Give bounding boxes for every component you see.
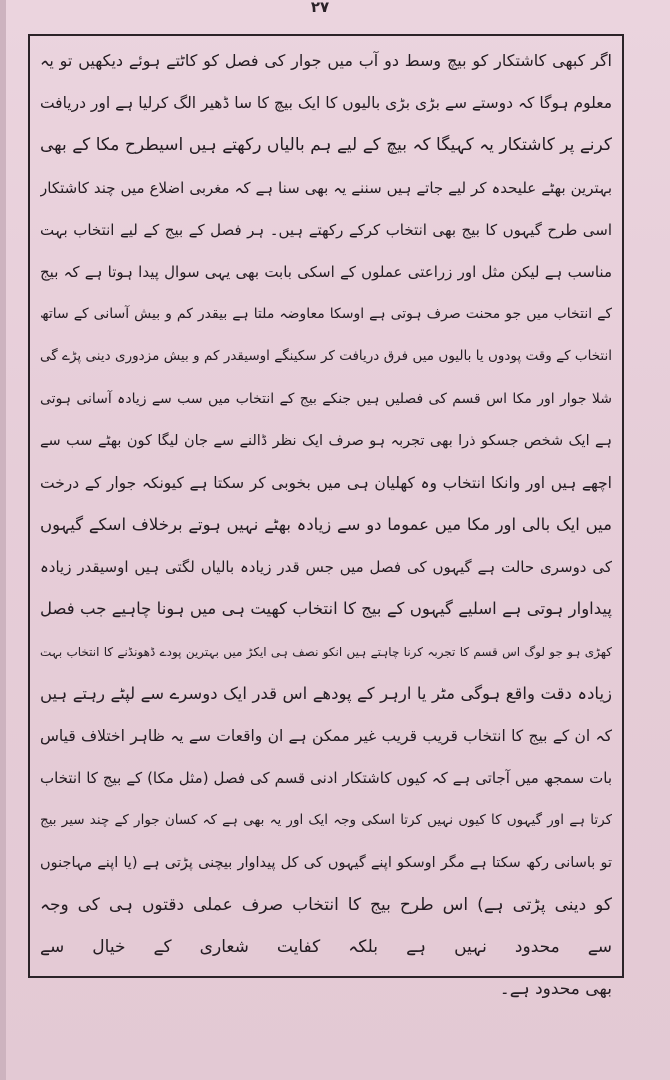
text-line: کرنے پر کاشتکار یہ کہیگا کہ بیچ کے لیے ہم بالیاں رکھتے ہیں اسیطرح مکا کے بھی bbox=[40, 135, 612, 156]
text-line: کو دینی پڑتی ہے) اس طرح بیج کا انتخاب صرف عملی دقتوں ہی کی وجہ bbox=[40, 894, 612, 915]
text-line: زیادہ دقت واقع ہوگی مٹر یا ارہر کے پودھے اس قدر ایک دوسرے سے لپٹے رہتے ہیں bbox=[40, 683, 612, 703]
text-line: کھڑی ہو جو لوگ اس قسم کا تجربہ کرنا چاہتے ہیں انکو نصف ہی ایکڑ میں بہترین پودے ڈھونڈنے کا انتخاب بہت bbox=[40, 644, 612, 659]
text-line: کی دوسری حالت ہے گیہوں کی فصل میں جس قدر زیادہ بالیاں لگتی ہیں اوسیقدر زیادہ bbox=[40, 558, 612, 577]
text-line: معلوم ہوگا کہ دوستے سے بڑی بڑی بالیوں کا ایک بیچ کا سا ڈھیر الگ کرلیا ہے اور دریافت bbox=[40, 94, 612, 113]
text-line: انتخاب کے وقت پودوں یا بالیوں میں فرق دریافت کر سکینگے اوسیقدر کم و بیش مزدوری دینی پڑے گی bbox=[40, 348, 612, 365]
page-number: ۲۷ bbox=[310, 0, 330, 16]
text-line: پیداوار ہوتی ہے اسلیے گیہوں کے بیج کا انتخاب کھیت ہی میں ہونا چاہیے جب فصل bbox=[40, 599, 612, 619]
text-line: مناسب ہے لیکن مثل اور زراعتی عملوں کے اسکی بابت بھی یہی سوال پیدا ہوتا ہے کہ بیج bbox=[40, 262, 612, 281]
text-line: بہترین بھٹے علیحدہ کر لیے جاتے ہیں سننے یہ بھی سنا ہے کہ مغربی اضلاع میں چند کاشتکار bbox=[40, 178, 612, 197]
text-line: سے محدود نہیں ہے بلکہ کفایت شعاری کے خیال سے bbox=[40, 936, 612, 957]
text-line: بات سمجھ میں آجاتی ہے کہ کیوں کاشتکار ادنی قسم کی فصل (مثل مکا) کے بیج کا انتخاب bbox=[40, 769, 612, 788]
text-line: اسی طرح گیہوں کا بیج بھی انتخاب کرکے رکھتے ہیں۔ ہر فصل کے بیج کے لیے انتخاب بہت bbox=[40, 220, 612, 239]
text-line: شلا جوار اور مکا اس قسم کی فصلیں ہیں جنکے بیج کے انتخاب میں سب سے زیادہ آسانی ہوتی bbox=[40, 390, 612, 407]
text-line: اگر کبھی کاشتکار کو بیچ وسط دو آب میں جوار کی فصل کو کاٹتے ہوئے دیکھیں تو یہ bbox=[40, 51, 612, 70]
text-line: اچھے ہیں اور وانکا انتخاب وہ کھلیان ہی میں بخوبی کر سکتا ہے کیونکہ جوار کے درخت bbox=[40, 473, 612, 492]
page-binding-edge bbox=[0, 0, 6, 1080]
text-line-last: بھی محدود ہے۔ bbox=[499, 979, 612, 1000]
text-line: کرتا ہے اور گیہوں کا کیوں نہیں کرتا اسکی وجہ ایک اور یہ بھی ہے کہ کسان جوار کے چند سیر بیج bbox=[40, 812, 612, 829]
text-line: کے انتخاب میں جو محنت صرف ہوتی ہے اوسکا معاوضہ ملتا ہے بیقدر کم و بیش آسانی کے ساتھ bbox=[40, 306, 612, 323]
text-line: تو باسانی رکھ سکتا ہے مگر اوسکو اپنے گیہوں کی کل پیداوار بیچنی پڑتی ہے (یا اپنے مہاجنوں bbox=[40, 854, 612, 871]
text-body bbox=[40, 40, 612, 1000]
text-line: کہ ان کے بیج کا انتخاب قریب قریب غیر ممکن ہے ان واقعات سے یہ ظاہر اختلاف قیاس bbox=[40, 727, 612, 745]
text-line: میں ایک بالی اور مکا میں عموما دو سے زیادہ بھٹے نہیں ہوتے برخلاف اسکے گیہوں bbox=[40, 515, 612, 535]
text-line: ہے ایک شخص جسکو ذرا بھی تجربہ ہو صرف ایک نظر ڈالنے سے جان لیگا کون بھٹے سب سے bbox=[40, 432, 612, 449]
